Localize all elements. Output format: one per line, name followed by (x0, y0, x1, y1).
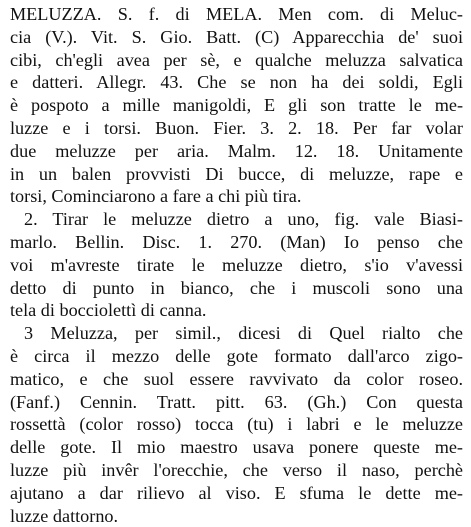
sense-3-line: è circa il mezzo delle gote formato dall'arco zigo- (10, 345, 463, 366)
entry-line: cia (V.). Vit. S. Gio. Batt. (C) Apparecchia de' suoi (10, 26, 463, 47)
sense-3-line: ajutano a dar rilievo al viso. E sfuma le dette me- (10, 482, 463, 503)
sense-3-line: matico, e che suol essere ravvivato da color roseo. (10, 368, 463, 389)
sense-2-line: marlo. Bellin. Disc. 1. 270. (Man) Io penso che (10, 231, 463, 252)
entry-line: torsi, Cominciarono a fare a chi più tira. (10, 186, 302, 207)
entry-line: in un balen provvisti Di bucce, di meluzze, rape e (10, 163, 463, 184)
sense-3-line: delle gote. Il mio maestro usava ponere queste me- (10, 437, 463, 458)
sense-3-line: luzze più invêr l'orecchie, che verso il naso, perchè (10, 459, 463, 480)
dictionary-entry-meluzza (10, 3, 463, 527)
entry-line: cibi, ch'egli avea per sè, e qualche meluzza salvatica (10, 49, 463, 70)
sense-3-line: (Fanf.) Cennin. Tratt. pitt. 63. (Gh.) Con questa (10, 391, 463, 412)
entry-line: MELUZZA. S. f. di MELA. Men com. di Meluc- (10, 4, 463, 24)
sense-2-line: 2. Tirar le meluzze dietro a uno, fig. vale Biasi- (24, 209, 463, 230)
sense-2-line: voi m'avreste tirate le meluzze dietro, s'io v'avessi (10, 254, 463, 275)
sense-2-line: detto di punto in bianco, che i muscoli sono una (10, 277, 463, 298)
entry-line: e datteri. Allegr. 43. Che se non ha dei soldi, Egli (10, 72, 463, 93)
entry-line: due meluzze per aria. Malm. 12. 18. Unitamente (10, 140, 463, 161)
sense-3-line: 3 Meluzza, per simil., dicesi di Quel rialto che (24, 323, 463, 344)
entry-line: è pospoto a mille manigoldi, E gli son tratte le me- (10, 95, 463, 116)
entry-line: luzze e i torsi. Buon. Fier. 3. 2. 18. Per far volar (10, 117, 463, 138)
sense-3-line: luzze dattorno. (10, 505, 119, 526)
sense-2-line: tela di bocciolettì di canna. (10, 300, 207, 321)
sense-3-line: rossettà (color rosso) tocca (tu) i labri e le meluzze (10, 414, 463, 435)
